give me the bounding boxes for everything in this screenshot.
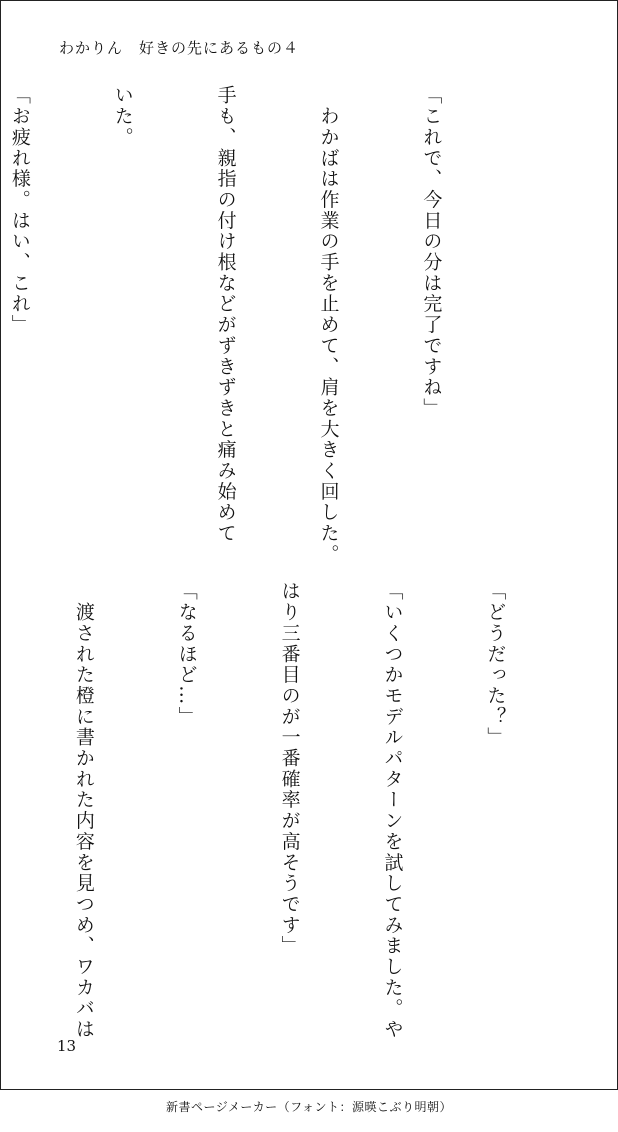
text-column: 渡された橙に書かれた内容を見つめ、ワカバは	[72, 581, 95, 1040]
text-column: 手も、親指の付け根などがずきずきと痛み始めて	[214, 85, 237, 544]
text-column: 「これで、今日の分は完了ですね」	[420, 85, 443, 419]
text-block-top	[8, 85, 517, 565]
text-column: わかばは作業の手を止めて、肩を大きく回した。	[317, 85, 340, 565]
text-column: 「なるほど…」	[175, 581, 198, 727]
running-header: わかりん 好きの先にあるもの４	[59, 39, 300, 57]
footer-credit: 新書ページメーカー（フォント：源暎こぶり明朝）	[165, 1100, 453, 1114]
text-column: いた。	[111, 85, 134, 148]
text-column: 「いくつかモデルパターンを試してみました。や	[381, 581, 404, 1040]
text-column: 「どうだった？」	[484, 581, 507, 748]
text-column: 「お疲れ様。はい、これ」	[8, 85, 31, 336]
page-number: 13	[57, 1037, 77, 1055]
text-block-bottom	[53, 581, 581, 1040]
text-column: はり三番目のが一番確率が高そうです」	[278, 581, 301, 957]
